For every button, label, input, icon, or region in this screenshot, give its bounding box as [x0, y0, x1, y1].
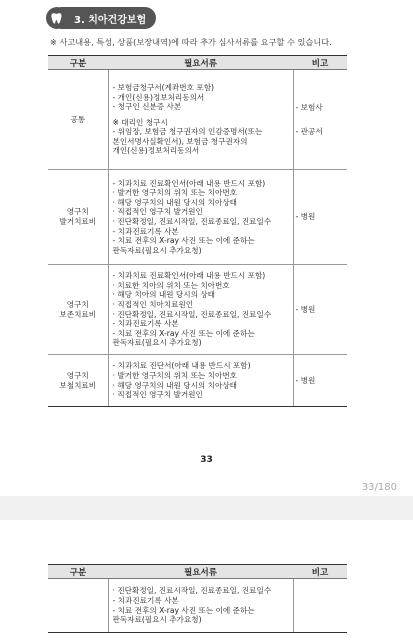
table-row	[48, 355, 347, 407]
table-row	[48, 170, 347, 265]
document-item: - 치료 전후의 X-ray 사진 또는 이에 준하는	[112, 328, 255, 338]
document-item: · 직접적인 영구치 발거원인	[112, 390, 203, 400]
category-label: 보존치료비	[59, 309, 97, 319]
document-item: · 진단확정일, 진료시작일, 진료종료일, 진료일수	[112, 217, 272, 226]
remark-item: - 병원	[295, 375, 316, 385]
remark-item: - 병원	[295, 304, 316, 314]
notice-text: ※ 사고내용, 특성, 상품(보장내역)에 따라 추가 심사서류를 요구할 수 있습니다.	[50, 37, 332, 47]
header-remarks: 비고	[293, 565, 347, 579]
document-item: · 해당 영구치의 내원 당시의 치아상태	[112, 197, 238, 207]
remarks-cell	[293, 355, 347, 407]
category-label: 보철치료비	[59, 380, 97, 390]
category-cell	[48, 265, 108, 355]
document-item: · 직접적인 영구치 발거원인	[112, 207, 203, 217]
table-row	[48, 70, 347, 170]
document-item: - 치료 전후의 X-ray 사진 또는 이에 준하는	[112, 236, 255, 246]
document-item: 판독자료(필요시 추가요청)	[112, 245, 202, 255]
documents-cell	[108, 579, 293, 633]
header-documents: 필요서류	[108, 565, 293, 579]
header-category: 구분	[48, 565, 108, 579]
remarks-cell	[293, 70, 347, 170]
document-item: - 치과진료기록 사본	[112, 226, 179, 236]
page-number: 33	[200, 455, 213, 465]
remark-item: - 관공서	[295, 126, 323, 136]
document-item: - 치과치료 진료확인서(아래 내용 반드시 포함)	[112, 178, 266, 188]
document-item: · 해당 치아의 내원 당시의 상태	[112, 290, 216, 300]
header-category: 구분	[48, 56, 108, 70]
document-item: · 직접적인 치아치료원인	[112, 299, 194, 309]
document-item: - 치과치료 진단서(아래 내용 반드시 포함)	[112, 361, 251, 371]
remarks-cell	[293, 170, 347, 265]
category-cell	[48, 170, 108, 265]
document-item: · 발거한 영구치의 위치 또는 치아번호	[112, 370, 238, 380]
document-item: · 치료한 치아의 위치 또는 치아번호	[112, 280, 230, 290]
proxy-claim-title: ※ 대리인 청구시	[112, 117, 168, 127]
required-documents-table	[48, 55, 347, 407]
section-title: 3. 치아건강보험	[74, 14, 147, 26]
header-documents: 필요서류	[108, 56, 293, 70]
category-label: 공통	[70, 114, 86, 124]
section-header	[46, 6, 156, 30]
category-cell	[48, 355, 108, 407]
table-row	[48, 265, 347, 355]
remark-item: - 병원	[295, 212, 316, 222]
category-label: 영구치	[66, 370, 89, 380]
table-header-row	[48, 56, 347, 70]
proxy-document-item: - 위임장, 보험금 청구권자의 인감증명서(또는	[112, 127, 263, 137]
category-label: 영구치	[66, 299, 89, 309]
category-label: 영구치	[66, 207, 89, 217]
header-remarks: 비고	[293, 56, 347, 70]
remarks-cell	[293, 265, 347, 355]
documents-cell	[108, 70, 293, 170]
category-label: 발거치료비	[59, 217, 97, 226]
document-page-next	[0, 520, 413, 644]
documents-cell	[108, 170, 293, 265]
page-counter: 33/180	[361, 482, 397, 493]
document-item: · 진단확정일, 진료시작일, 진료종료일, 진료일수	[112, 309, 272, 319]
document-item: - 개인(신용)정보처리동의서	[112, 92, 205, 102]
proxy-document-item: 개인(신용)정보처리동의서	[112, 146, 200, 156]
table-row	[48, 579, 347, 633]
document-item: 판독자료(필요시 추가요청)	[112, 615, 202, 625]
documents-cell	[108, 355, 293, 407]
documents-cell	[108, 265, 293, 355]
document-item: - 치료 전후의 X-ray 사진 또는 이에 준하는	[112, 605, 255, 615]
remark-item: - 보험사	[295, 102, 323, 112]
required-documents-table-continued	[48, 564, 347, 633]
document-item: · 발거한 영구치의 위치 또는 치아번호	[112, 188, 238, 198]
document-item: 판독자료(필요시 추가요청)	[112, 338, 202, 348]
document-item: - 치과치료 진료확인서(아래 내용 반드시 포함)	[112, 271, 266, 281]
table-header-row	[48, 565, 347, 579]
remarks-cell	[293, 579, 347, 633]
tooth-icon	[46, 7, 68, 29]
proxy-document-item: 본인서명사실확인서), 보험금 청구권자의	[112, 136, 248, 146]
category-cell	[48, 579, 108, 633]
document-item: - 청구인 신분증 사본	[112, 102, 182, 112]
document-item: - 치과진료기록 사본	[112, 319, 179, 329]
document-item: · 진단확정일, 진료시작일, 진료종료일, 진료일수	[112, 586, 272, 596]
page-gap	[0, 496, 413, 520]
document-item: · 해당 영구치의 내원 당시의 치아상태	[112, 380, 238, 390]
category-cell	[48, 70, 108, 170]
document-item: - 보험금청구서(계좌번호 포함)	[112, 82, 215, 92]
document-item: - 치과진료기록 사본	[112, 595, 179, 605]
